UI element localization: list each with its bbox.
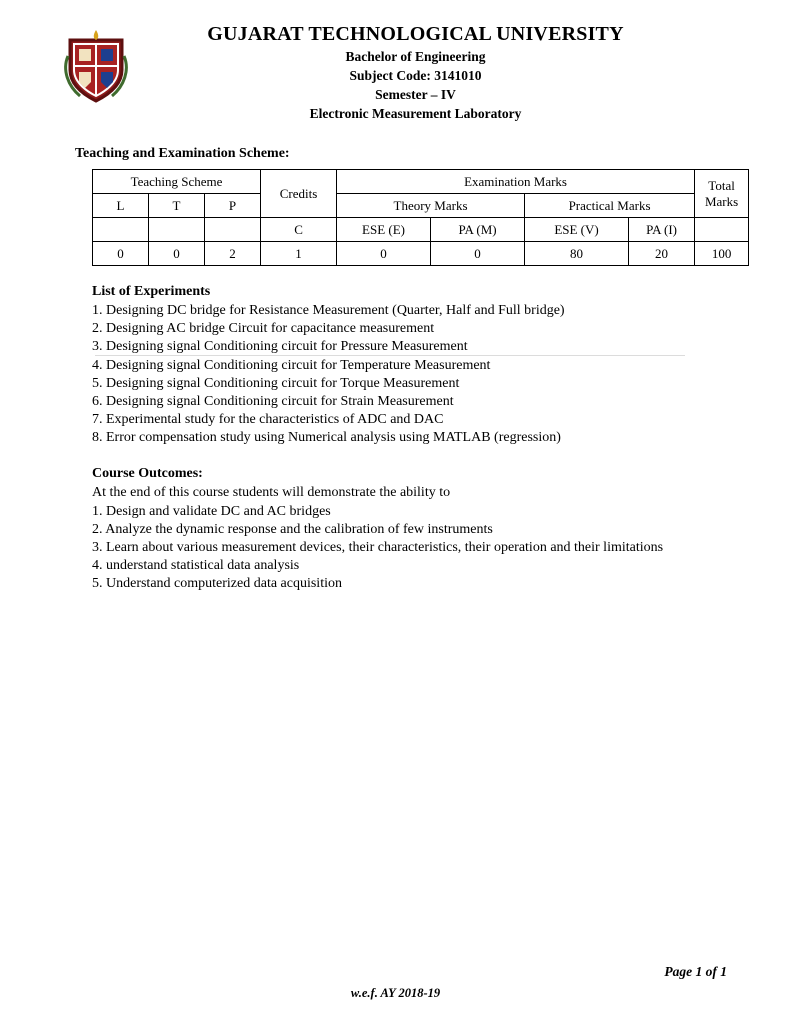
subject-code-line: Subject Code: 3141010 xyxy=(349,68,482,84)
list-item: 4. Designing signal Conditioning circuit for Temperature Measurement xyxy=(92,357,491,373)
value-p: 2 xyxy=(205,242,261,266)
experiments-heading: List of Experiments xyxy=(92,284,211,299)
semester-line: Semester – IV xyxy=(375,87,456,103)
list-item: 5. Designing signal Conditioning circuit for Torque Measurement xyxy=(92,375,460,391)
value-pa-i: 20 xyxy=(629,242,695,266)
header-theory-marks: Theory Marks xyxy=(337,194,525,218)
header-examination-marks: Examination Marks xyxy=(337,170,695,194)
header-pa-m: PA (M) xyxy=(431,218,525,242)
scheme-section-title: Teaching and Examination Scheme: xyxy=(75,146,290,161)
header-teaching-scheme: Teaching Scheme xyxy=(93,170,261,194)
page-number: Page 1 of 1 xyxy=(664,964,727,979)
header-total-marks xyxy=(695,170,749,218)
document-header xyxy=(60,22,731,134)
cell-blank-total xyxy=(695,218,749,242)
list-of-experiments-block xyxy=(92,284,731,448)
header-t: T xyxy=(149,194,205,218)
scan-artifact-line xyxy=(95,355,685,356)
header-p: P xyxy=(205,194,261,218)
total-marks-line-2: Marks xyxy=(704,193,739,209)
list-item: 4. understand statistical data analysis xyxy=(92,558,300,574)
course-outcomes-intro: At the end of this course students will demonstrate the ability to xyxy=(92,484,451,500)
table-row-column-labels xyxy=(93,218,749,242)
list-item: 7. Experimental study for the characteristics of ADC and DAC xyxy=(92,412,444,428)
cell-blank-l xyxy=(93,218,149,242)
header-pa-i: PA (I) xyxy=(629,218,695,242)
table-row-group-headers xyxy=(93,170,749,194)
teaching-examination-scheme-table xyxy=(92,169,749,266)
value-total: 100 xyxy=(695,242,749,266)
value-l: 0 xyxy=(93,242,149,266)
list-item: 2. Analyze the dynamic response and the calibration of few instruments xyxy=(92,521,493,537)
cell-blank-p xyxy=(205,218,261,242)
gtu-crest-logo xyxy=(60,26,132,106)
list-item: 1. Design and validate DC and AC bridges xyxy=(92,503,331,519)
effective-from-note: w.e.f. AY 2018-19 xyxy=(350,986,441,1000)
header-text-block xyxy=(60,22,731,124)
table-row-values xyxy=(93,242,749,266)
document-footer xyxy=(60,964,731,1000)
header-ese-e: ESE (E) xyxy=(337,218,431,242)
degree-line: Bachelor of Engineering xyxy=(345,49,486,64)
value-c: 1 xyxy=(261,242,337,266)
course-outcomes-heading: Course Outcomes: xyxy=(92,465,203,481)
list-item: 8. Error compensation study using Numerical analysis using MATLAB (regression) xyxy=(92,430,561,446)
value-t: 0 xyxy=(149,242,205,266)
header-l: L xyxy=(93,194,149,218)
value-ese-v: 80 xyxy=(525,242,629,266)
header-c: C xyxy=(261,218,337,242)
course-outcomes-block xyxy=(92,466,731,594)
list-item: 5. Understand computerized data acquisition xyxy=(92,576,342,592)
table-row-sub-headers xyxy=(93,194,749,218)
list-item: 3. Designing signal Conditioning circuit for Pressure Measurement xyxy=(92,339,468,355)
list-item: 6. Designing signal Conditioning circuit for Strain Measurement xyxy=(92,393,454,409)
header-credits: Credits xyxy=(261,170,337,218)
header-ese-v: ESE (V) xyxy=(525,218,629,242)
list-item: 3. Learn about various measurement devices, their characteristics, their operation and their limitations xyxy=(92,540,664,556)
university-title: GUJARAT TECHNOLOGICAL UNIVERSITY xyxy=(207,23,624,45)
lab-name-line: Electronic Measurement Laboratory xyxy=(309,106,522,122)
value-pa-m: 0 xyxy=(431,242,525,266)
value-ese-e: 0 xyxy=(337,242,431,266)
list-item: 1. Designing DC bridge for Resistance Measurement (Quarter, Half and Full bridge) xyxy=(92,303,565,318)
list-item: 2. Designing AC bridge Circuit for capacitance measurement xyxy=(92,321,435,337)
header-practical-marks: Practical Marks xyxy=(525,194,695,218)
total-marks-line-1: Total xyxy=(708,177,735,193)
cell-blank-t xyxy=(149,218,205,242)
